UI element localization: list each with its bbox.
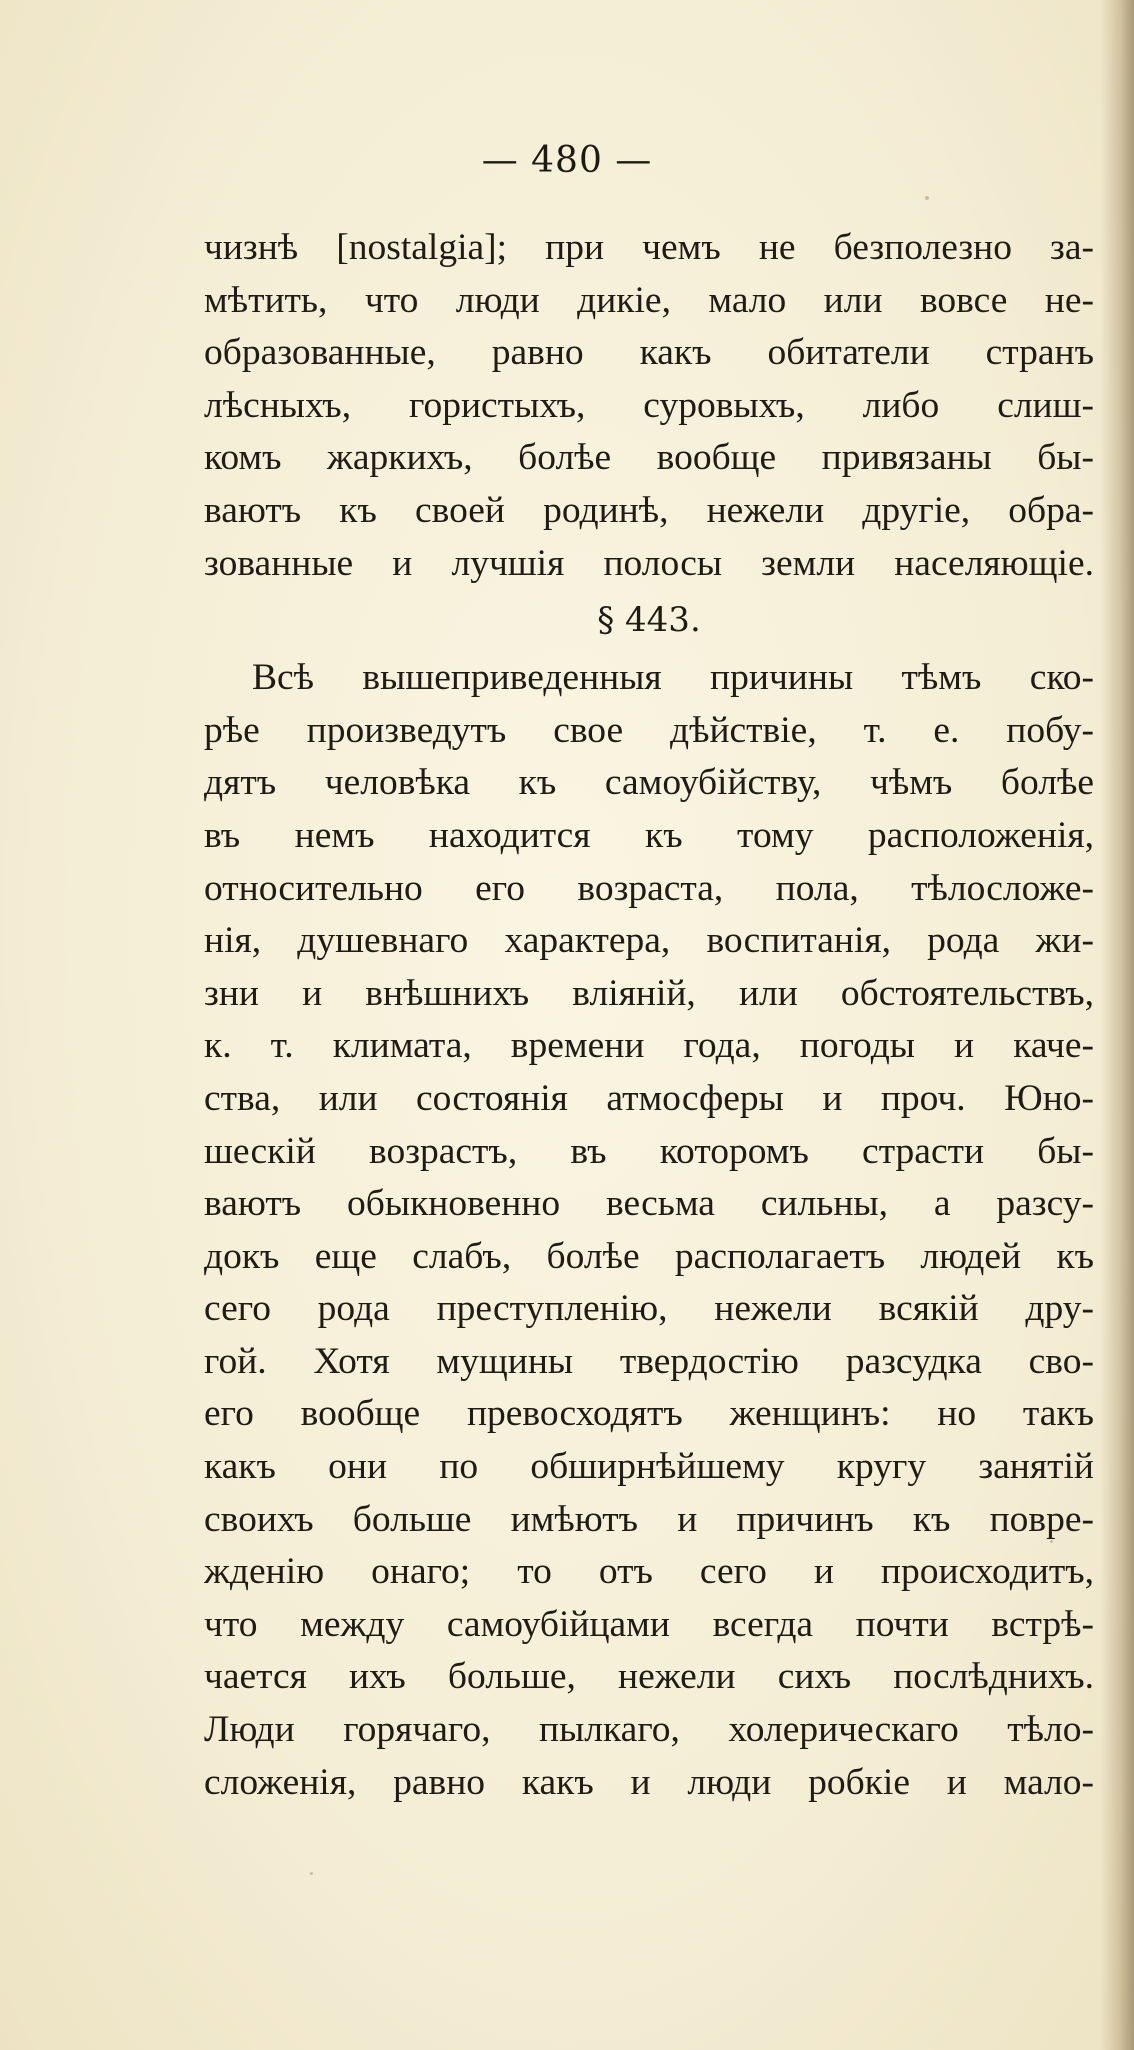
text-line: дятъ человѣка къ самоубійству, чѣмъ болѣе xyxy=(204,762,1094,804)
text-line: к. т. климата, времени года, погоды и каче- xyxy=(204,1025,1094,1067)
text-line: рѣе произведутъ свое дѣйствіе, т. е. побу- xyxy=(204,709,1094,751)
page-edge-shadow xyxy=(1100,0,1134,2050)
text-line: ства, или состоянія атмосферы и проч. Юно- xyxy=(204,1077,1094,1119)
text-line: относительно его возраста, пола, тѣлосложе- xyxy=(204,867,1094,909)
text-line: чается ихъ больше, нежели сихъ послѣднихъ. xyxy=(204,1656,1094,1698)
paper-speck xyxy=(925,196,929,200)
text-line: мѣтить, что люди дикіе, мало или вовсе не- xyxy=(204,279,1094,321)
body-text xyxy=(204,222,1094,1809)
page-number: — 480 — xyxy=(481,140,653,181)
text-line: зованные и лучшія полосы земли населяющіе. xyxy=(204,542,1094,584)
text-line: Люди горячаго, пылкаго, холерическаго тѣло- xyxy=(204,1709,1094,1751)
paper-speck xyxy=(310,1872,313,1875)
section-heading: § 443. xyxy=(597,600,701,641)
text-line: шескій возрастъ, въ которомъ страсти бы- xyxy=(204,1130,1094,1172)
text-line: сложенія, равно какъ и люди робкіе и мало- xyxy=(204,1761,1094,1803)
text-line: что между самоубійцами всегда почти встрѣ- xyxy=(204,1603,1094,1645)
text-line: его вообще превосходятъ женщинъ: но такъ xyxy=(204,1393,1094,1435)
text-line: въ немъ находится къ тому расположенія, xyxy=(204,814,1094,856)
text-line: зни и внѣшнихъ вліяній, или обстоятельствъ, xyxy=(204,972,1094,1014)
text-line: чизнѣ [nostalgia]; при чемъ не безполезно за- xyxy=(204,227,1094,268)
text-line: докъ еще слабъ, болѣе располагаетъ людей къ xyxy=(204,1235,1094,1277)
text-line: лѣсныхъ, гористыхъ, суровыхъ, либо слиш- xyxy=(204,384,1094,426)
text-line: сего рода преступленію, нежели всякій дру- xyxy=(204,1288,1094,1330)
text-line: нія, душевнаго характера, воспитанія, рода жи- xyxy=(204,920,1094,962)
text-line: комъ жаркихъ, болѣе вообще привязаны бы- xyxy=(204,437,1094,479)
text-line: ваютъ обыкновенно весьма сильны, а разсу- xyxy=(204,1183,1094,1225)
text-line: Всѣ вышеприведенныя причины тѣмъ ско- xyxy=(252,657,1094,699)
text-line: гой. Хотя мущины твердостію разсудка сво- xyxy=(204,1340,1094,1382)
text-line: ваютъ къ своей родинѣ, нежели другіе, обра- xyxy=(204,489,1094,531)
text-line: какъ они по обширнѣйшему кругу занятій xyxy=(204,1446,1094,1488)
paragraph-1 xyxy=(204,222,1094,590)
text-line: жденію онаго; то отъ сего и происходитъ, xyxy=(204,1551,1094,1593)
text-line: своихъ больше имѣютъ и причинъ къ повре- xyxy=(204,1498,1094,1540)
text-line: образованные, равно какъ обитатели странъ xyxy=(204,332,1094,374)
paragraph-2 xyxy=(204,652,1094,1809)
